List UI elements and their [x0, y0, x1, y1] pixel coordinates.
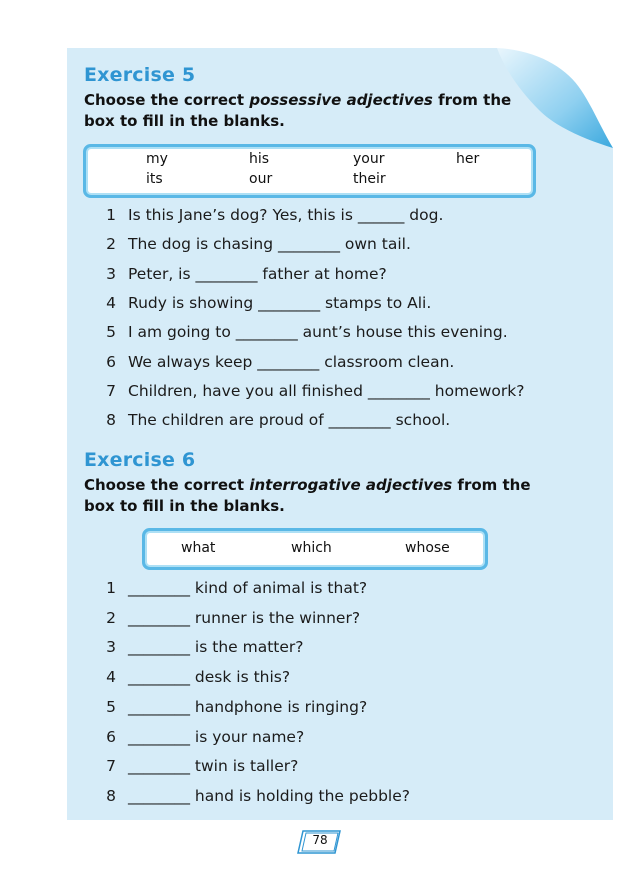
item-number: 6 — [106, 353, 116, 371]
page-number: 78 — [312, 833, 328, 847]
word-option: their — [353, 171, 386, 187]
item-text: ________ is the matter? — [128, 638, 304, 656]
item-text: ________ twin is taller? — [128, 757, 299, 775]
instruction-text: Choose the correct — [84, 476, 250, 494]
word-option: her — [456, 151, 480, 167]
item-number: 1 — [106, 206, 116, 224]
item-number: 5 — [106, 698, 116, 716]
item-number: 2 — [106, 235, 116, 253]
item-number: 7 — [106, 757, 116, 775]
item-text: ________ runner is the winner? — [128, 609, 361, 627]
item-text: ________ desk is this? — [128, 668, 291, 686]
instruction-text: from the box to fill in the blanks. — [84, 476, 531, 515]
item-number: 4 — [106, 668, 116, 686]
item-text: Peter, is ________ father at home? — [128, 265, 387, 283]
word-option: its — [146, 171, 163, 187]
item-number: 8 — [106, 411, 116, 429]
instruction-text: Choose the correct — [84, 91, 250, 109]
item-text: The dog is chasing ________ own tail. — [128, 235, 411, 253]
item-text: ________ handphone is ringing? — [128, 698, 368, 716]
item-number: 4 — [106, 294, 116, 312]
page-curl-icon — [497, 48, 613, 148]
item-number: 7 — [106, 382, 116, 400]
item-text: ________ is your name? — [128, 728, 305, 746]
item-number: 3 — [106, 638, 116, 656]
item-number: 1 — [106, 579, 116, 597]
item-text: Is this Jane’s dog? Yes, this is ______ dog. — [128, 206, 444, 224]
exercise-6-title: Exercise 6 — [84, 449, 196, 471]
word-box-interrogative — [147, 533, 483, 565]
item-number: 6 — [106, 728, 116, 746]
exercise-5-instruction — [84, 90, 514, 132]
item-text: Rudy is showing ________ stamps to Ali. — [128, 294, 432, 312]
instruction-emphasis: possessive adjectives — [249, 91, 433, 109]
item-text: Children, have you all finished ________ homework? — [128, 382, 525, 400]
word-option: whose — [405, 540, 450, 556]
item-number: 5 — [106, 323, 116, 341]
exercise-6-instruction — [84, 475, 564, 517]
word-option: my — [146, 151, 168, 167]
word-option: which — [291, 540, 332, 556]
exercise-5-title: Exercise 5 — [84, 64, 196, 86]
item-number: 8 — [106, 787, 116, 805]
item-text: I am going to ________ aunt’s house this evening. — [128, 323, 508, 341]
instruction-text: from the box to fill in the blanks. — [84, 91, 512, 130]
item-text: The children are proud of ________ school. — [128, 411, 451, 429]
word-option: what — [181, 540, 216, 556]
word-option: our — [249, 171, 273, 187]
instruction-emphasis: interrogative adjectives — [249, 476, 453, 494]
item-text: We always keep ________ classroom clean. — [128, 353, 455, 371]
item-text: ________ hand is holding the pebble? — [128, 787, 410, 805]
word-box-possessive — [88, 149, 531, 193]
item-text: ________ kind of animal is that? — [128, 579, 368, 597]
item-number: 2 — [106, 609, 116, 627]
word-option: your — [353, 151, 385, 167]
word-option: his — [249, 151, 270, 167]
item-number: 3 — [106, 265, 116, 283]
